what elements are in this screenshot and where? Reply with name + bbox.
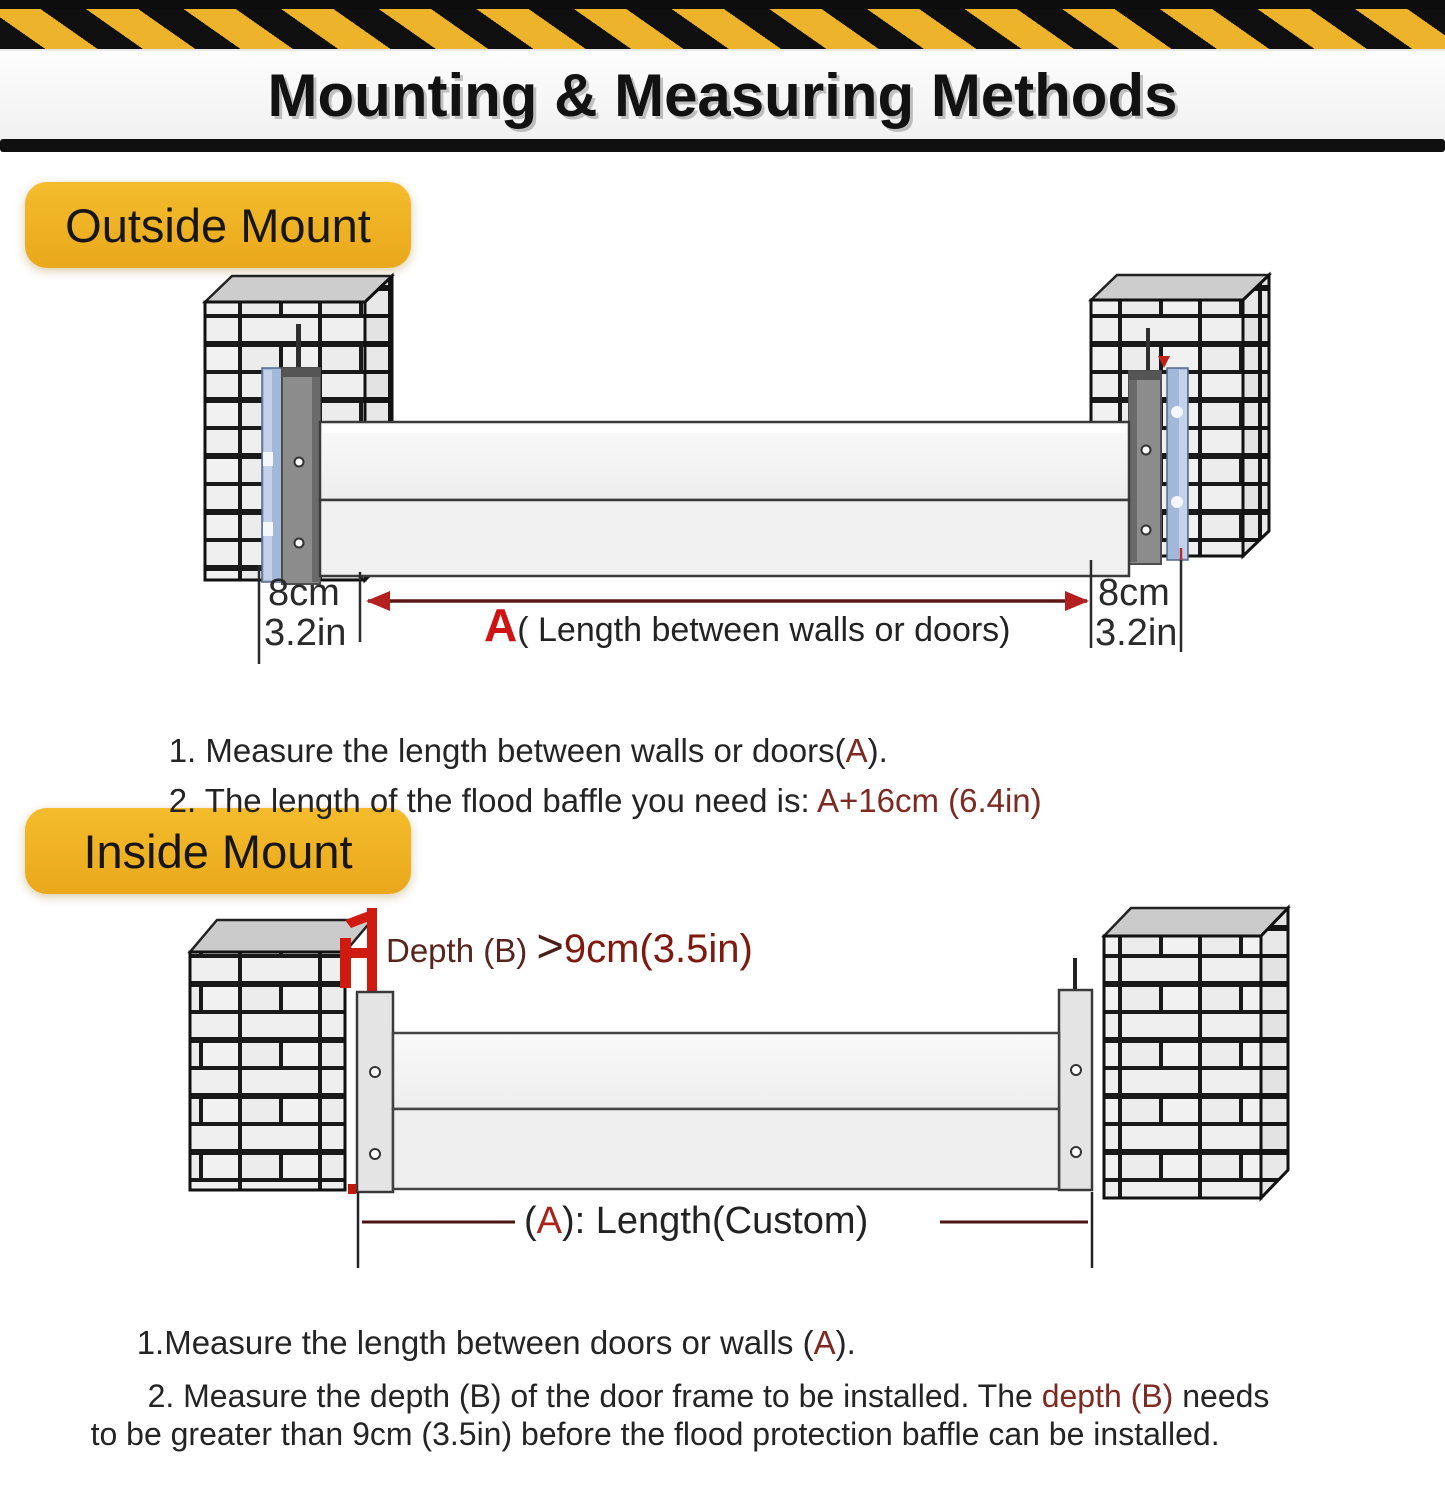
inside-step-2-line2: to be greater than 9cm (3.5in) before the flood protection baffle can be installed. [90,1416,1220,1452]
banner-divider [0,139,1445,152]
left-frame-channel [348,992,393,1194]
right-offset-in: 3.2in [1095,612,1178,654]
flood-barrier-panels [320,422,1129,576]
right-brick-pillar-inside [1104,908,1288,1198]
inside-step-1: 1.Measure the length between doors or walls (A). [136,1324,856,1361]
outside-mount-label: Outside Mount [65,198,371,252]
outside-step-1: 1. Measure the length between walls or doors(A). [168,732,888,769]
flood-barrier-panels-inside [393,1033,1059,1189]
outside-step-2: 2. The length of the flood baffle you need is: A+16cm (6.4in) [168,782,1042,819]
length-custom-caption: ( A ): Length(Custom) [524,1200,869,1242]
length-a-letter: A [484,599,518,651]
inside-step-2-line1: 2. Measure the depth (B) of the door frame to be installed. The depth (B) needs [147,1378,1270,1414]
top-black-bar [0,0,1445,9]
page-title: Mounting & Measuring Methods [267,61,1178,129]
greater-than-sign: > [536,919,564,972]
arrowhead-right [1065,591,1089,611]
outside-mount-badge [25,182,411,268]
length-a-caption [484,598,1011,652]
inside-mount-label: Inside Mount [83,824,353,878]
depth-note-label: Depth (B) [386,932,537,969]
depth-note-value: 9cm(3.5in) [563,927,753,971]
arrowhead-left [366,591,390,611]
title-banner [0,51,1445,139]
length-a-text: ( Length between walls or doors) [517,611,1011,649]
left-offset-in: 3.2in [264,612,347,654]
hazard-stripe-band [0,9,1445,51]
depth-note [386,918,753,973]
right-offset-cm: 8cm [1098,572,1170,614]
right-frame-channel [1059,958,1092,1190]
formula-text: A+16cm (6.4in) [816,782,1042,819]
left-offset-cm: 8cm [268,572,340,614]
